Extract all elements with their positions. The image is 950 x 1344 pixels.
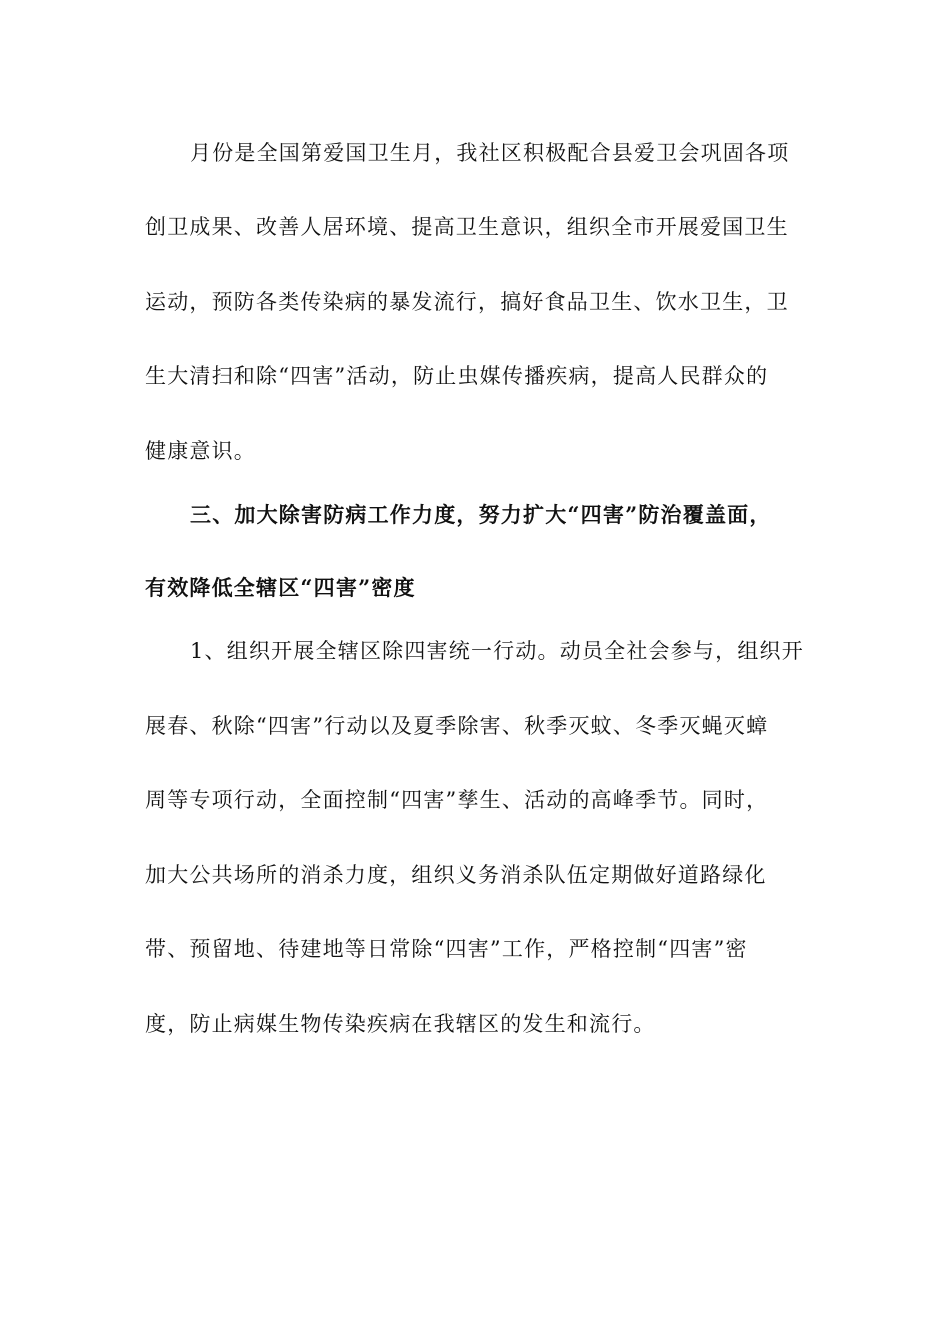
paragraph-2-line-1: 1、组织开展全辖区除四害统一行动。动员全社会参与，组织开	[190, 639, 804, 663]
section-heading-line-2: 有效降低全辖区“四害”密度	[145, 575, 416, 600]
paragraph-1-line-3: 运动，预防各类传染病的暴发流行，搞好食品卫生、饮水卫生，卫	[145, 290, 789, 314]
paragraph-2-line-2: 展春、秋除“四害”行动以及夏季除害、秋季灭蚊、冬季灭蝇灭蟑	[145, 714, 769, 738]
paragraph-2-line-6: 度，防止病媒生物传染疾病在我辖区的发生和流行。	[145, 1012, 656, 1036]
paragraph-2-line-4: 加大公共场所的消杀力度，组织义务消杀队伍定期做好道路绿化	[145, 863, 767, 887]
paragraph-1-line-5: 健康意识。	[145, 439, 256, 463]
paragraph-1-line-2: 创卫成果、改善人居环境、提高卫生意识，组织全市开展爱国卫生	[145, 215, 789, 239]
paragraph-1-line-1: 月份是全国第爱国卫生月，我社区积极配合县爱卫会巩固各项	[190, 141, 790, 165]
paragraph-1-line-4: 生大清扫和除“四害”活动，防止虫媒传播疾病，提高人民群众的	[145, 364, 769, 388]
paragraph-2-line-5: 带、预留地、待建地等日常除“四害”工作，严格控制“四害”密	[145, 937, 748, 961]
paragraph-2-line-3: 周等专项行动，全面控制“四害”孳生、活动的高峰季节。同时，	[145, 788, 769, 812]
section-heading-line-1: 三、加大除害防病工作力度，努力扩大“四害”防治覆盖面，	[190, 502, 772, 527]
